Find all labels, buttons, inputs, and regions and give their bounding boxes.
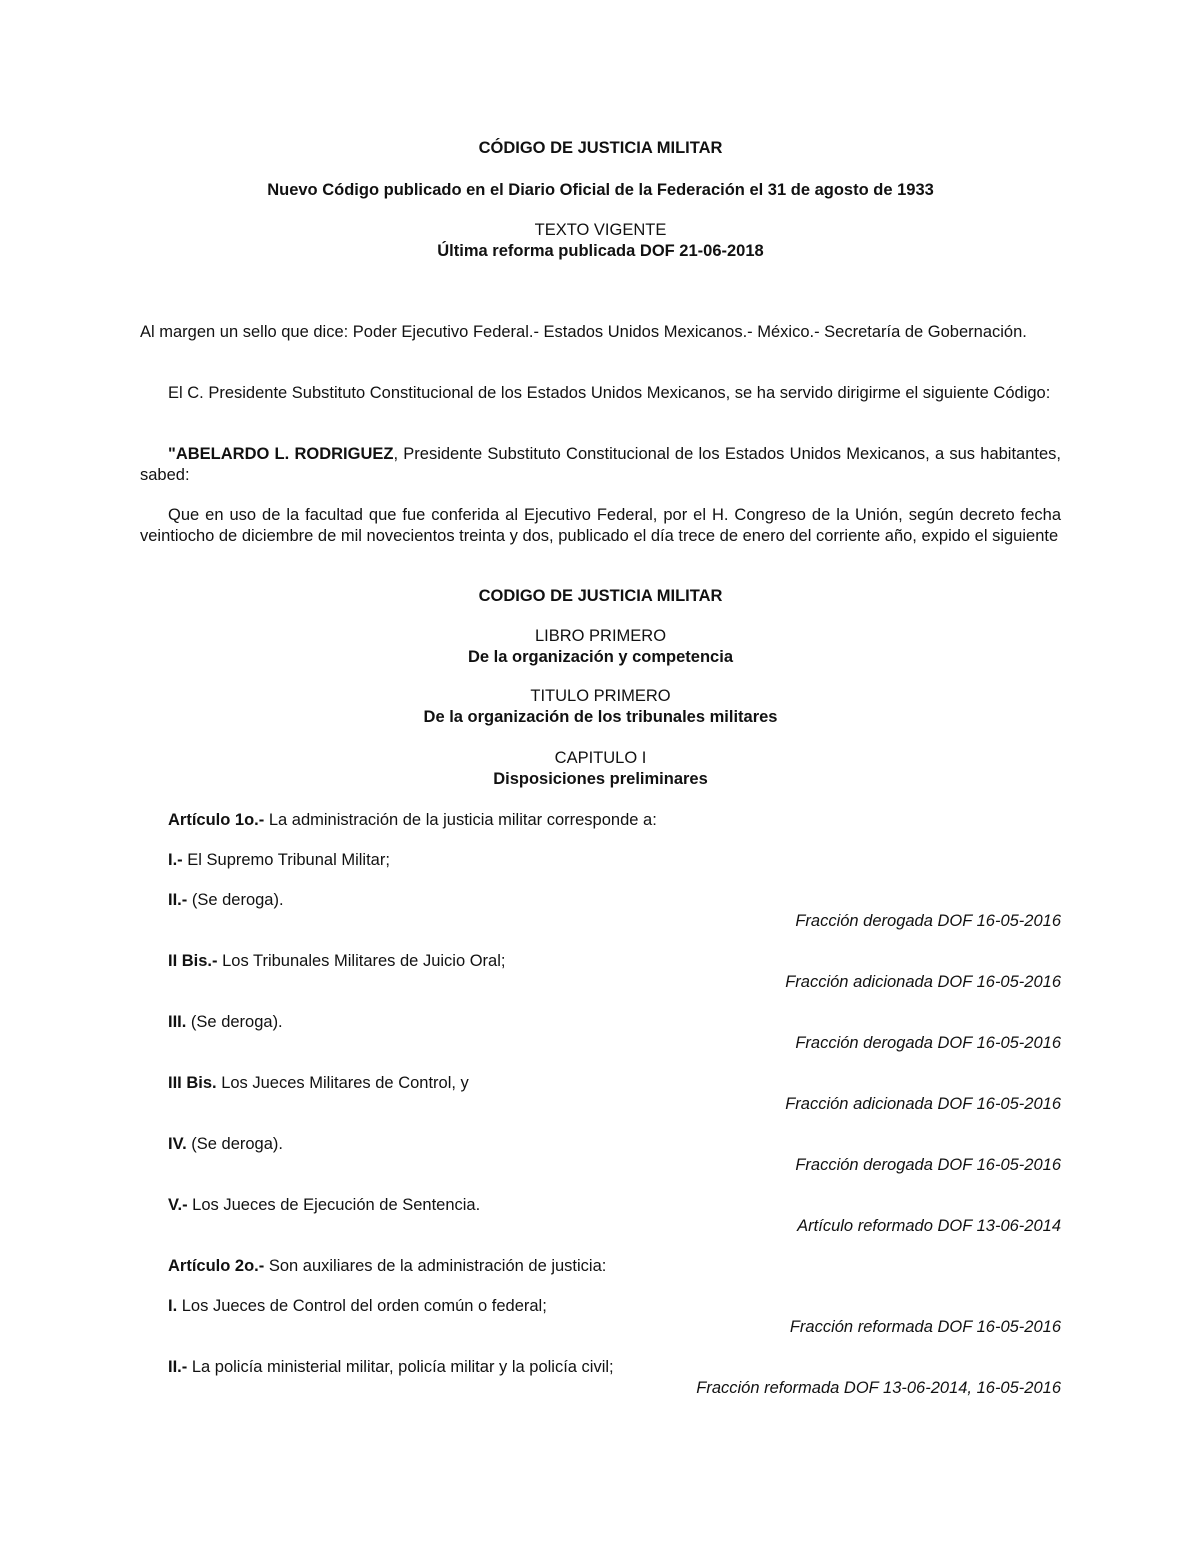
fraction-text: El Supremo Tribunal Militar; [182, 851, 390, 869]
fraction-number: I. [168, 1297, 178, 1315]
fraction-text: (Se deroga). [186, 1135, 283, 1153]
book-label: LIBRO PRIMERO [534, 627, 667, 645]
article-label: Artículo 2o.- [168, 1257, 265, 1275]
fraction-text: Los Jueces de Control del orden común o federal; [177, 1297, 547, 1315]
fraction-text: (Se deroga). [186, 1013, 283, 1031]
fraction-number: II Bis.- [168, 952, 218, 970]
article-1-heading [168, 810, 1061, 831]
reform-note: Fracción reformada DOF 13-06-2014, 16-05-2016 [696, 1379, 1061, 1397]
list-item [168, 890, 1061, 911]
list-item [168, 1134, 1061, 1155]
reform-note: Fracción reformada DOF 16-05-2016 [789, 1318, 1061, 1336]
fraction-number: V.- [168, 1196, 188, 1214]
fraction-number: IV. [168, 1135, 187, 1153]
reform-note: Fracción derogada DOF 16-05-2016 [795, 1034, 1061, 1052]
reform-note: Artículo reformado DOF 13-06-2014 [797, 1217, 1061, 1235]
fraction-number: III. [168, 1013, 187, 1031]
president-name: "ABELARDO L. RODRIGUEZ [168, 445, 394, 463]
code-heading [140, 586, 1061, 607]
code-title: CODIGO DE JUSTICIA MILITAR [478, 587, 723, 605]
title-label: TITULO PRIMERO [530, 687, 671, 705]
fraction-text: La policía ministerial militar, policía militar y la policía civil; [187, 1358, 614, 1376]
list-item [168, 1195, 1061, 1216]
intro-paragraph-faculty: Que en uso de la facultad que fue conferida al Ejecutivo Federal, por el H. Congreso de la Unión, según decreto fecha veintiocho de diciembre de mil novecientos treinta y dos, publicado el día trece de enero del corriente año, expido el siguiente [140, 506, 1061, 545]
chapter-name: Disposiciones preliminares [493, 769, 708, 788]
reform-note: Fracción adicionada DOF 16-05-2016 [785, 1095, 1061, 1113]
fraction-number: III Bis. [168, 1074, 217, 1092]
article-2-heading [168, 1256, 1061, 1277]
list-item [168, 1357, 1061, 1378]
fraction-number: I.- [168, 851, 183, 869]
fraction-text: Los Tribunales Militares de Juicio Oral; [217, 952, 506, 970]
chapter-heading [140, 748, 1061, 789]
reform-note: Fracción derogada DOF 16-05-2016 [795, 912, 1061, 930]
list-item [168, 1296, 1061, 1317]
reform-note: Fracción adicionada DOF 16-05-2016 [785, 973, 1061, 991]
document-subtitle: Nuevo Código publicado en el Diario Oficial de la Federación el 31 de agosto de 1933 [267, 181, 934, 199]
list-item [168, 850, 1061, 871]
article-text: La administración de la justicia militar corresponde a: [264, 811, 657, 829]
article-label: Artículo 1o.- [168, 811, 265, 829]
article-text: Son auxiliares de la administración de justicia: [264, 1257, 607, 1275]
status-text: TEXTO VIGENTE [534, 221, 667, 239]
book-heading [140, 626, 1061, 667]
list-item [168, 1012, 1061, 1033]
last-reform-text: Última reforma publicada DOF 21-06-2018 [437, 241, 764, 260]
document-status [140, 220, 1061, 261]
fraction-number: II.- [168, 1358, 188, 1376]
chapter-label: CAPITULO I [554, 749, 647, 767]
fraction-text: Los Jueces Militares de Control, y [216, 1074, 469, 1092]
document-title: CÓDIGO DE JUSTICIA MILITAR [478, 139, 723, 157]
title-name: De la organización de los tribunales militares [423, 707, 778, 726]
book-name: De la organización y competencia [468, 647, 733, 666]
fraction-text: Los Jueces de Ejecución de Sentencia. [187, 1196, 481, 1214]
fraction-number: II.- [168, 891, 188, 909]
list-item [168, 1073, 1061, 1094]
list-item [168, 951, 1061, 972]
title-heading [140, 686, 1061, 727]
reform-note: Fracción derogada DOF 16-05-2016 [795, 1156, 1061, 1174]
intro-paragraph-seal: Al margen un sello que dice: Poder Ejecutivo Federal.- Estados Unidos Mexicanos.- México.- Secretaría de Gobernación. [140, 323, 1027, 341]
intro-paragraph-president: El C. Presidente Substituto Constitucional de los Estados Unidos Mexicanos, se ha servido dirigirme el siguiente Código: [168, 384, 1051, 402]
intro-paragraph-decree [140, 444, 1061, 485]
fraction-text: (Se deroga). [187, 891, 284, 909]
president-text: , Presidente Substituto Constitucional de los Estados Unidos Mexicanos, a sus habitantes, sabed: [140, 445, 1062, 484]
